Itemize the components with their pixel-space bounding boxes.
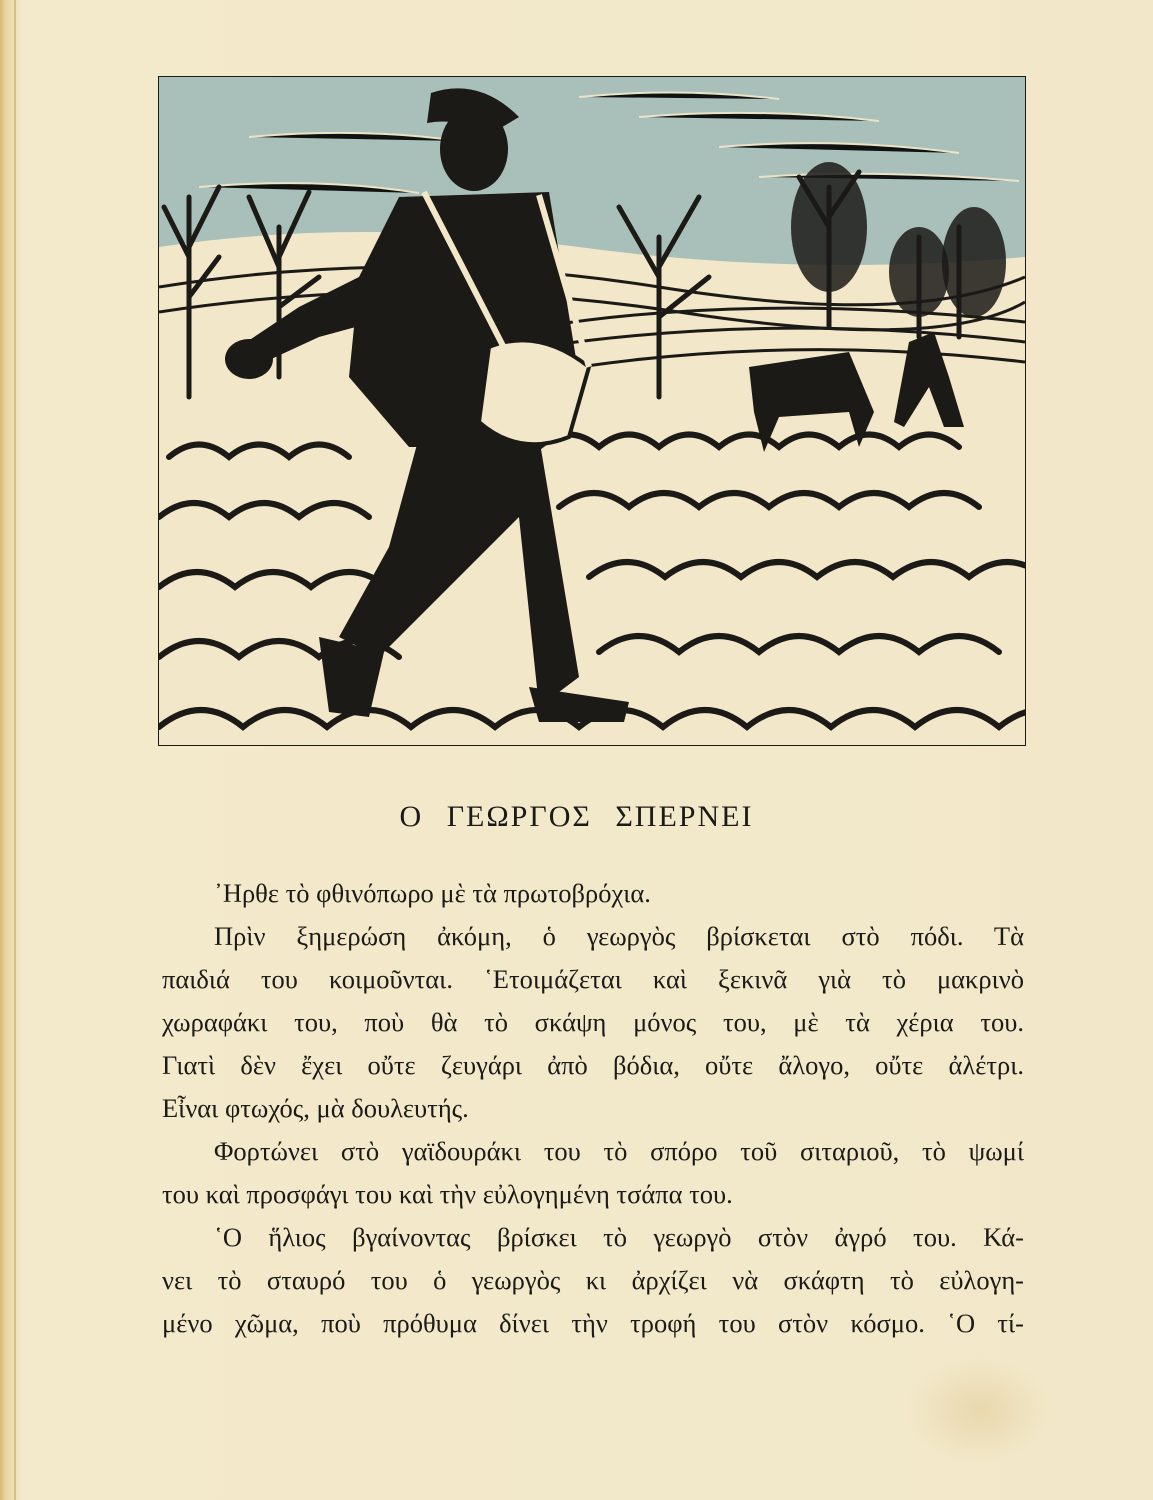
page-gutter bbox=[14, 0, 16, 1500]
text-line: παιδιά του κοιμοῦνται. ῾Ετοιμάζεται καὶ ξεκινᾶ γιὰ τὸ μακρινὸ bbox=[162, 964, 1024, 994]
body-text bbox=[162, 872, 1024, 1345]
text-line: ᾿Ηρθε τὸ φθινόπωρο μὲ τὰ πρωτοβρόχια. bbox=[214, 878, 651, 908]
text-line: Εἶναι φτωχός, μὰ δουλευτής. bbox=[162, 1093, 469, 1123]
text-line: ῾Ο ἥλιος βγαίνοντας βρίσκει τὸ γεωργὸ στὸν ἀγρό του. Κά- bbox=[214, 1222, 1024, 1252]
text-line: του καὶ προσφάγι του καὶ τὴν εὐλογημένη τσάπα του. bbox=[162, 1179, 733, 1209]
text-line: χωραφάκι του, ποὺ θὰ τὸ σκάψη μόνος του, μὲ τὰ χέρια του. bbox=[162, 1007, 1024, 1037]
text-line: μένο χῶμα, ποὺ πρόθυμα δίνει τὴν τροφή του στὸν κόσμο. ῾Ο τί- bbox=[162, 1308, 1024, 1338]
text-line: νει τὸ σταυρό του ὁ γεωργὸς κι ἀρχίζει νὰ σκάφτη τὸ εὐλογη- bbox=[162, 1265, 1024, 1295]
text-line: Πρὶν ξημερώση ἀκόμη, ὁ γεωργὸς βρίσκεται στὸ πόδι. Τὰ bbox=[214, 921, 1024, 951]
text-line: Γιατὶ δὲν ἔχει οὔτε ζευγάρι ἀπὸ βόδια, οὔτε ἄλογο, οὔτε ἀλέτρι. bbox=[162, 1050, 1024, 1080]
paper-stain bbox=[905, 1355, 1055, 1465]
woodcut-sower-icon bbox=[158, 76, 1026, 746]
text-line: Φορτώνει στὸ γαϊδουράκι του τὸ σπόρο τοῦ σιταριοῦ, τὸ ψωμί bbox=[214, 1136, 1024, 1166]
page-title: Ο ΓΕΩΡΓΟΣ ΣΠΕΡΝΕΙ bbox=[399, 800, 754, 833]
